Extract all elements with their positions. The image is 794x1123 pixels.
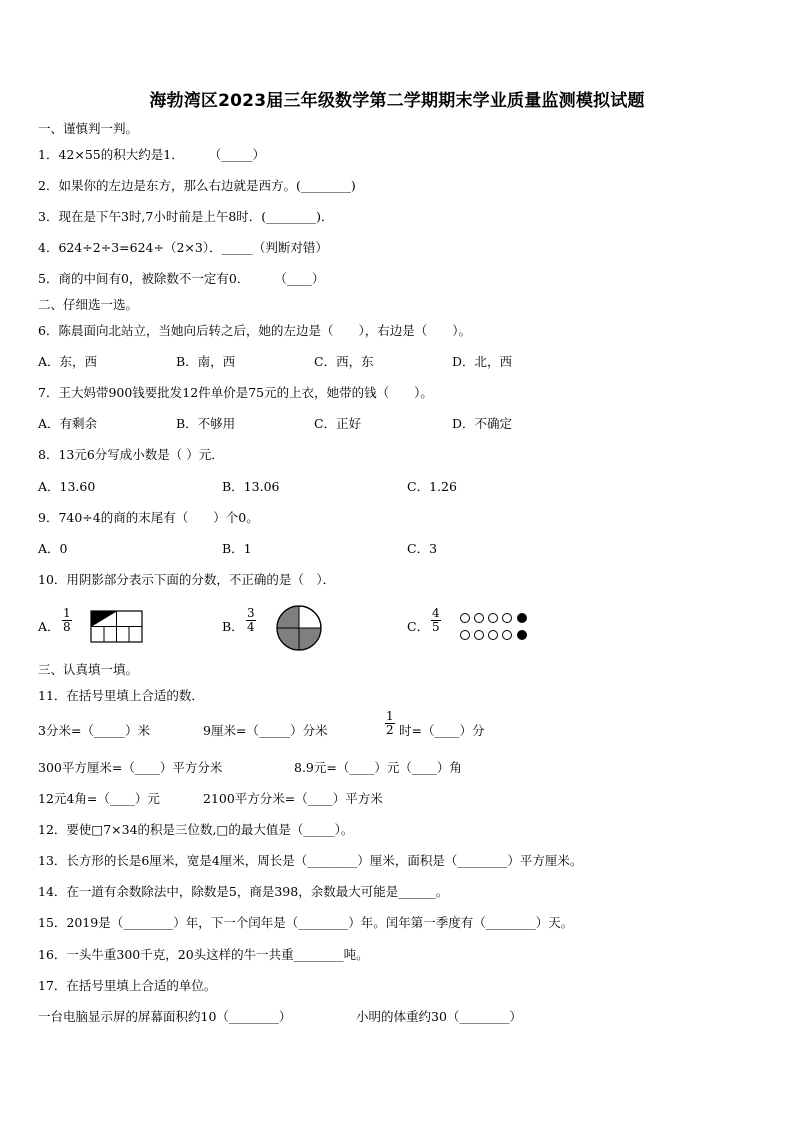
q8-option-c: C．1.26	[407, 479, 457, 494]
question-9: 9．740÷4的商的末尾有（ ）个0。	[38, 510, 259, 525]
question-13: 13．长方形的长是6厘米，宽是4厘米，周长是（________）厘米，面积是（________）平方厘米。	[38, 853, 583, 868]
q10-option-a-label: A．	[38, 619, 60, 634]
fill-row4-a: 一台电脑显示屏的屏幕面积约10（________）	[38, 1009, 292, 1024]
fraction-numerator: 4	[432, 606, 440, 620]
question-8: 8．13元6分写成小数是（ ）元．	[38, 447, 224, 462]
fill-row1-c-fraction	[385, 710, 395, 737]
q7-option-c: C．正好	[314, 416, 362, 431]
q9-option-a: A．0	[38, 541, 68, 556]
question-15: 15．2019是（________）年，下一个闰年是（________）年。闰年第一季度有（________）天。	[38, 915, 574, 930]
section-3-heading: 三、认真填一填。	[38, 662, 139, 677]
question-11: 11．在括号里填上合适的数．	[38, 688, 204, 703]
q10-option-c-fraction	[431, 607, 441, 634]
question-12: 12．要使□7×34的积是三位数,□的最大值是（_____）。	[38, 822, 354, 837]
question-4: 4．624÷2÷3=624÷（2×3）．_____（判断对错）	[38, 240, 328, 255]
q9-option-c: C．3	[407, 541, 438, 556]
q10-rectangle-figure	[90, 610, 144, 644]
q10-option-b-fraction	[246, 607, 256, 634]
fill-row2-b: 8.9元=（____）元（____）角	[294, 760, 462, 775]
q8-option-a: A．13.60	[38, 479, 96, 494]
page-title: 海勃湾区2023届三年级数学第二学期期末学业质量监测模拟试题	[149, 91, 645, 111]
question-3: 3．现在是下午3时,7小时前是上午8时．(________)．	[38, 209, 334, 224]
fraction-denominator: 2	[386, 723, 394, 737]
question-7: 7．王大妈带900钱要批发12件单价是75元的上衣，她带的钱（ ）。	[38, 385, 433, 400]
question-10: 10．用阴影部分表示下面的分数，不正确的是（ ）．	[38, 572, 336, 587]
fill-row3-a: 12元4角=（____）元	[38, 791, 160, 806]
question-5: 5．商的中间有0，被除数不一定有0． （____）	[38, 271, 325, 286]
q6-option-c: C．西，东	[314, 354, 374, 369]
fill-row1-a: 3分米=（_____）米	[38, 723, 151, 738]
section-2-heading: 二、仔细选一选。	[38, 297, 139, 312]
question-2: 2．如果你的左边是东方，那么右边就是西方。(________)	[38, 178, 356, 193]
fraction-denominator: 4	[247, 620, 255, 634]
q9-option-b: B．1	[222, 541, 252, 556]
fill-row1-c: 时=（____）分	[399, 723, 485, 738]
question-1: 1．42×55的积大约是1． （_____）	[38, 147, 265, 162]
fill-row3-b: 2100平方分米=（____）平方米	[203, 791, 383, 806]
question-16: 16．一头牛重300千克，20头这样的牛一共重________吨。	[38, 947, 369, 962]
q7-option-b: B．不够用	[176, 416, 236, 431]
fraction-denominator: 5	[432, 620, 440, 634]
q7-option-a: A．有剩余	[38, 416, 98, 431]
fraction-numerator: 1	[63, 606, 71, 620]
question-17: 17．在括号里填上合适的单位。	[38, 978, 217, 993]
q6-option-a: A．东，西	[38, 354, 98, 369]
q10-dots-figure	[459, 611, 535, 643]
q6-option-d: D．北，西	[452, 354, 513, 369]
fraction-numerator: 1	[386, 709, 394, 723]
question-6: 6．陈晨面向北站立，当她向后转之后，她的左边是（ ），右边是（ ）。	[38, 323, 471, 338]
q10-option-a-fraction	[62, 607, 72, 634]
fill-row1-b: 9厘米=（_____）分米	[203, 723, 328, 738]
q7-option-d: D．不确定	[452, 416, 513, 431]
q10-option-c-label: C．	[407, 619, 430, 634]
section-1-heading: 一、谨慎判一判。	[38, 121, 139, 136]
q10-circle-figure	[275, 604, 323, 652]
fill-row4-b: 小明的体重约30（________）	[356, 1009, 522, 1024]
fraction-denominator: 8	[63, 620, 71, 634]
fill-row2-a: 300平方厘米=（____）平方分米	[38, 760, 223, 775]
q8-option-b: B．13.06	[222, 479, 280, 494]
fraction-numerator: 3	[247, 606, 255, 620]
q10-option-b-label: B．	[222, 619, 244, 634]
question-14: 14．在一道有余数除法中，除数是5，商是398，余数最大可能是______。	[38, 884, 449, 899]
q6-option-b: B．南，西	[176, 354, 236, 369]
